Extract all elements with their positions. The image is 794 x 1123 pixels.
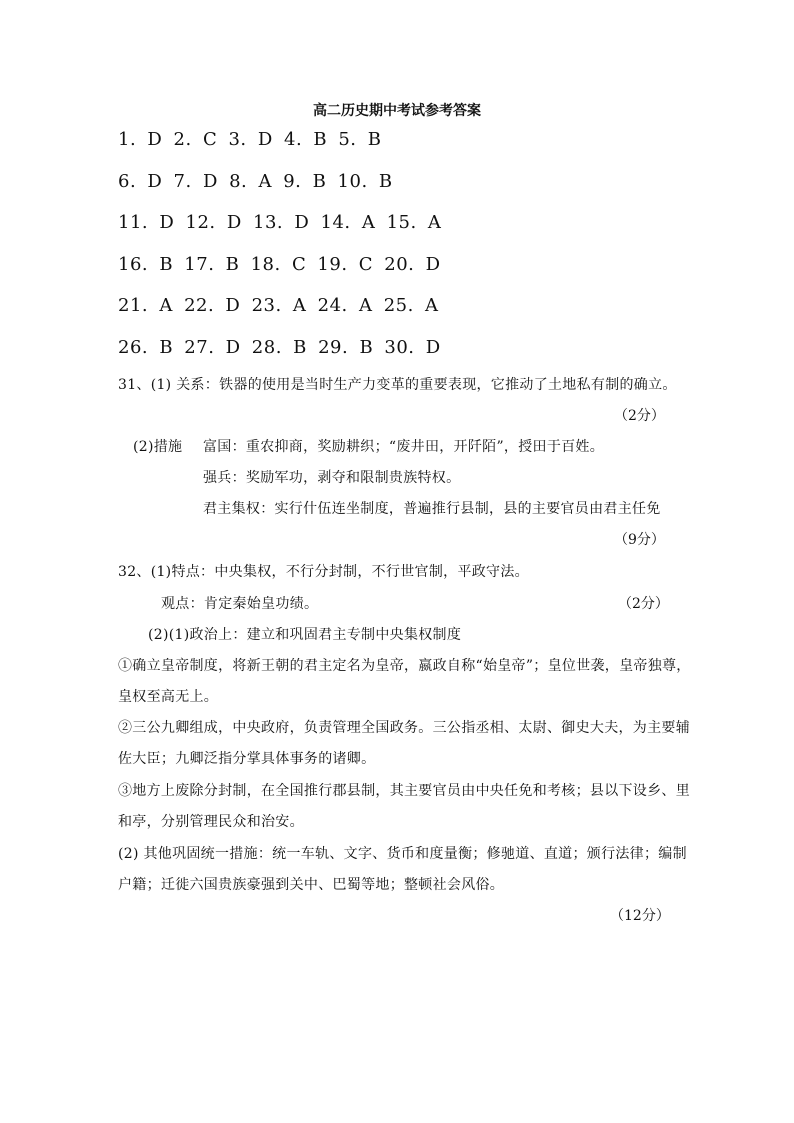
q31-part2-line3: 君主集权：实行什伍连坐制度，普遍推行县制，县的主要官员由君主任免 xyxy=(203,501,661,517)
q31-part2-label: (2)措施 xyxy=(133,439,183,455)
q31-part1: 31、(1) 关系：铁器的使用是当时生产力变革的重要表现，它推动了土地私有制的确立。 xyxy=(118,377,677,393)
mc-row-2: 6. D 7. D 8. A 9. B 10. B xyxy=(118,171,393,192)
q32-score2: （12分） xyxy=(610,908,670,924)
q31-score2: （9分） xyxy=(614,532,665,548)
q32-part2-head: (2)(1)政治上：建立和巩固君主专制中央集权制度 xyxy=(148,627,462,643)
q32-point4-b: 户籍；迁徙六国贵族豪强到关中、巴蜀等地；整顿社会风俗。 xyxy=(118,877,505,893)
mc-row-3: 11. D 12. D 13. D 14. A 15. A xyxy=(118,212,442,233)
q32-score1: （2分） xyxy=(618,596,669,612)
q32-point3-a: ③地方上废除分封制，在全国推行郡县制，其主要官员由中央任免和考核；县以下设乡、里 xyxy=(118,783,690,799)
mc-row-6: 26. B 27. D 28. B 29. B 30. D xyxy=(118,337,441,358)
mc-row-4: 16. B 17. B 18. C 19. C 20. D xyxy=(118,254,441,275)
q32-point3-b: 和亭，分别管理民众和治安。 xyxy=(118,814,304,830)
q32-point2-b: 佐大臣；九卿泛指分掌具体事务的诸卿。 xyxy=(118,751,376,767)
q32-point4-a: (2) 其他巩固统一措施：统一车轨、文字、货币和度量衡；修驰道、直道；颁行法律；编制 xyxy=(118,846,687,862)
q32-view: 观点：肯定秦始皇功绩。 xyxy=(161,596,319,612)
q32-point2-a: ②三公九卿组成，中央政府，负责管理全国政务。三公指丞相、太尉、御史大夫，为主要辅 xyxy=(118,720,690,736)
q32-point1-a: ①确立皇帝制度，将新王朝的君主定名为皇帝，嬴政自称“始皇帝”；皇位世袭，皇帝独尊， xyxy=(118,658,691,674)
q32-part1: 32、(1)特点：中央集权，不行分封制，不行世官制，平政守法。 xyxy=(118,564,529,580)
q31-part2-line2: 强兵：奖励军功，剥夺和限制贵族特权。 xyxy=(203,470,461,486)
page-title: 高二历史期中考试参考答案 xyxy=(313,103,481,119)
mc-row-1: 1. D 2. C 3. D 4. B 5. B xyxy=(118,129,382,150)
q31-score1: （2分） xyxy=(614,408,665,424)
q32-point1-b: 皇权至高无上。 xyxy=(118,689,219,705)
q31-part2-line1: 富国：重农抑商，奖励耕织；“废井田，开阡陌”，授田于百姓。 xyxy=(203,439,605,455)
mc-row-5: 21. A 22. D 23. A 24. A 25. A xyxy=(118,295,439,316)
